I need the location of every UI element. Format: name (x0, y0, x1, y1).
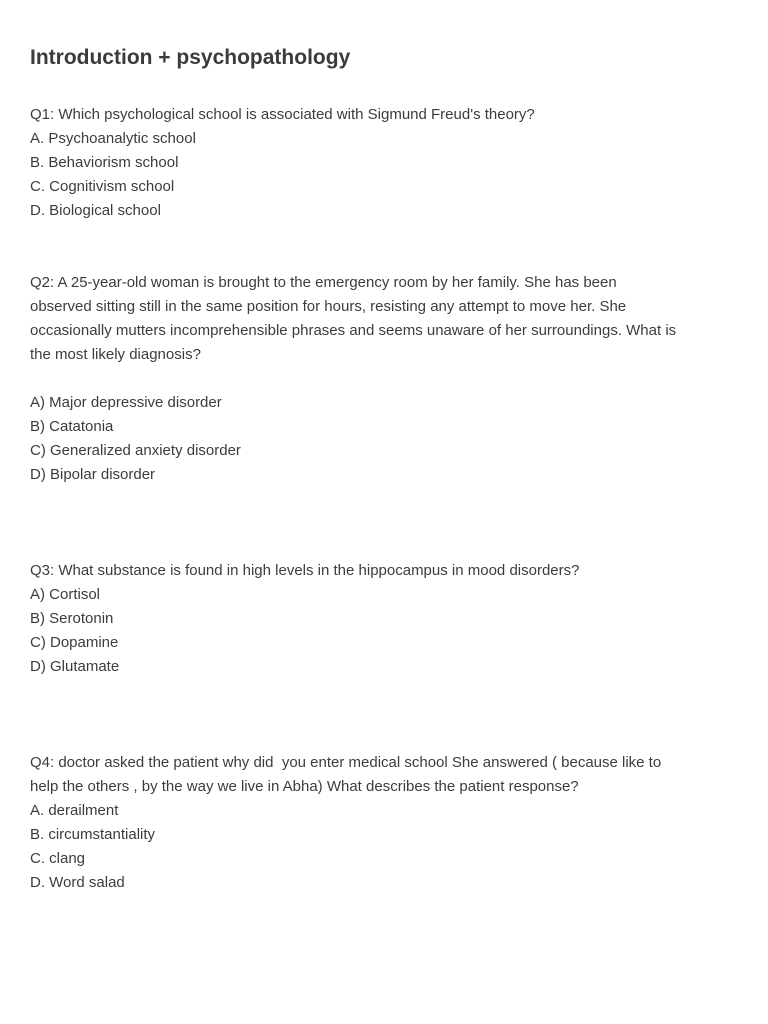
question-3 (30, 559, 742, 679)
question-stem-line: occasionally mutters incomprehensible phrases and seems unaware of her surroundings. What is (30, 322, 677, 339)
question-2 (30, 271, 742, 487)
answer-option: A) Major depressive disorder (30, 394, 222, 411)
answer-option: A. Psychoanalytic school (30, 130, 196, 147)
question-stem-line: the most likely diagnosis? (30, 346, 201, 363)
answer-option: A) Cortisol (30, 586, 101, 603)
question-stem: Q3: What substance is found in high levels in the hippocampus in mood disorders? (30, 562, 580, 579)
answer-option: D. Word salad (30, 874, 125, 891)
answer-option: B. circumstantiality (30, 826, 156, 843)
answer-option: C) Generalized anxiety disorder (30, 442, 241, 459)
question-stem-line: Q2: A 25-year-old woman is brought to the emergency room by her family. She has been (30, 274, 617, 291)
spacer (30, 367, 742, 391)
answer-option: A. derailment (30, 802, 119, 819)
answer-option: D. Biological school (30, 202, 161, 219)
answer-option: D) Glutamate (30, 658, 120, 675)
question-stem-line: help the others , by the way we live in Abha) What describes the patient response? (30, 778, 579, 795)
answer-option: C) Dopamine (30, 634, 119, 651)
answer-option: B. Behaviorism school (30, 154, 179, 171)
question-stem-line: Q4: doctor asked the patient why did you enter medical school She answered ( because like to (30, 754, 662, 771)
question-stem-line: observed sitting still in the same position for hours, resisting any attempt to move her. She (30, 298, 627, 315)
question-1 (30, 103, 742, 223)
question-4 (30, 751, 742, 895)
answer-option: C. Cognitivism school (30, 178, 175, 195)
page-title: Introduction + psychopathology (30, 46, 351, 69)
answer-option: B) Serotonin (30, 610, 114, 627)
answer-option: D) Bipolar disorder (30, 466, 156, 483)
answer-option: C. clang (30, 850, 86, 867)
question-stem: Q1: Which psychological school is associated with Sigmund Freud's theory? (30, 106, 535, 123)
answer-option: B) Catatonia (30, 418, 114, 435)
